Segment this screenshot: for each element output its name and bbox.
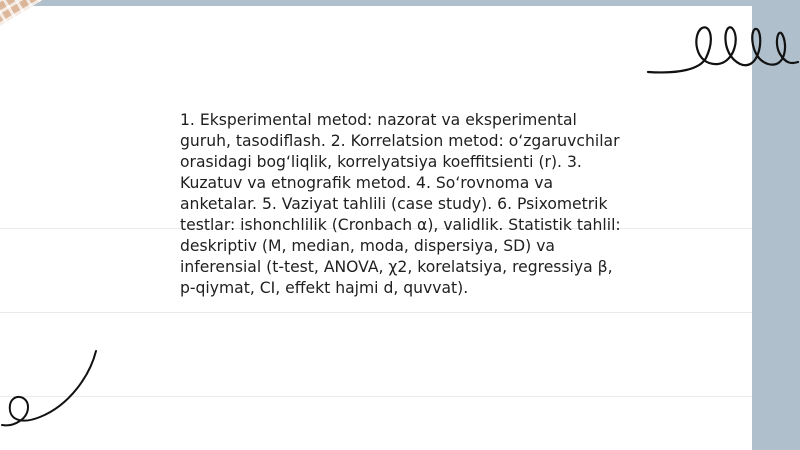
ruled-line xyxy=(0,312,752,313)
curl-scribble-icon xyxy=(0,345,110,435)
loop-scribble-icon xyxy=(640,14,800,84)
ruled-line xyxy=(0,396,752,397)
slide-text: 1. Eksperimental metod: nazorat va eksperimental guruh, tasodiflash. 2. Korrelatsion metod: o‘zgaruvchilar orasidagi bog‘liqlik, korrelyatsiya koeffitsienti (r). 3. Kuzatuv va etnografik metod. 4. So‘rovnoma va anketalar. 5. Vaziyat tahlili (case study). 6. Psixometrik testlar: ishonchlilik (Cronbach α), validlik. Statistik tahlil: deskriptiv (M, median, moda, dispersiya, SD) va inferensial (t-test, ANOVA, χ2, korelatsiya, regressiya β, p-qiymat, CI, effekt hajmi d, quvvat). xyxy=(180,111,621,297)
